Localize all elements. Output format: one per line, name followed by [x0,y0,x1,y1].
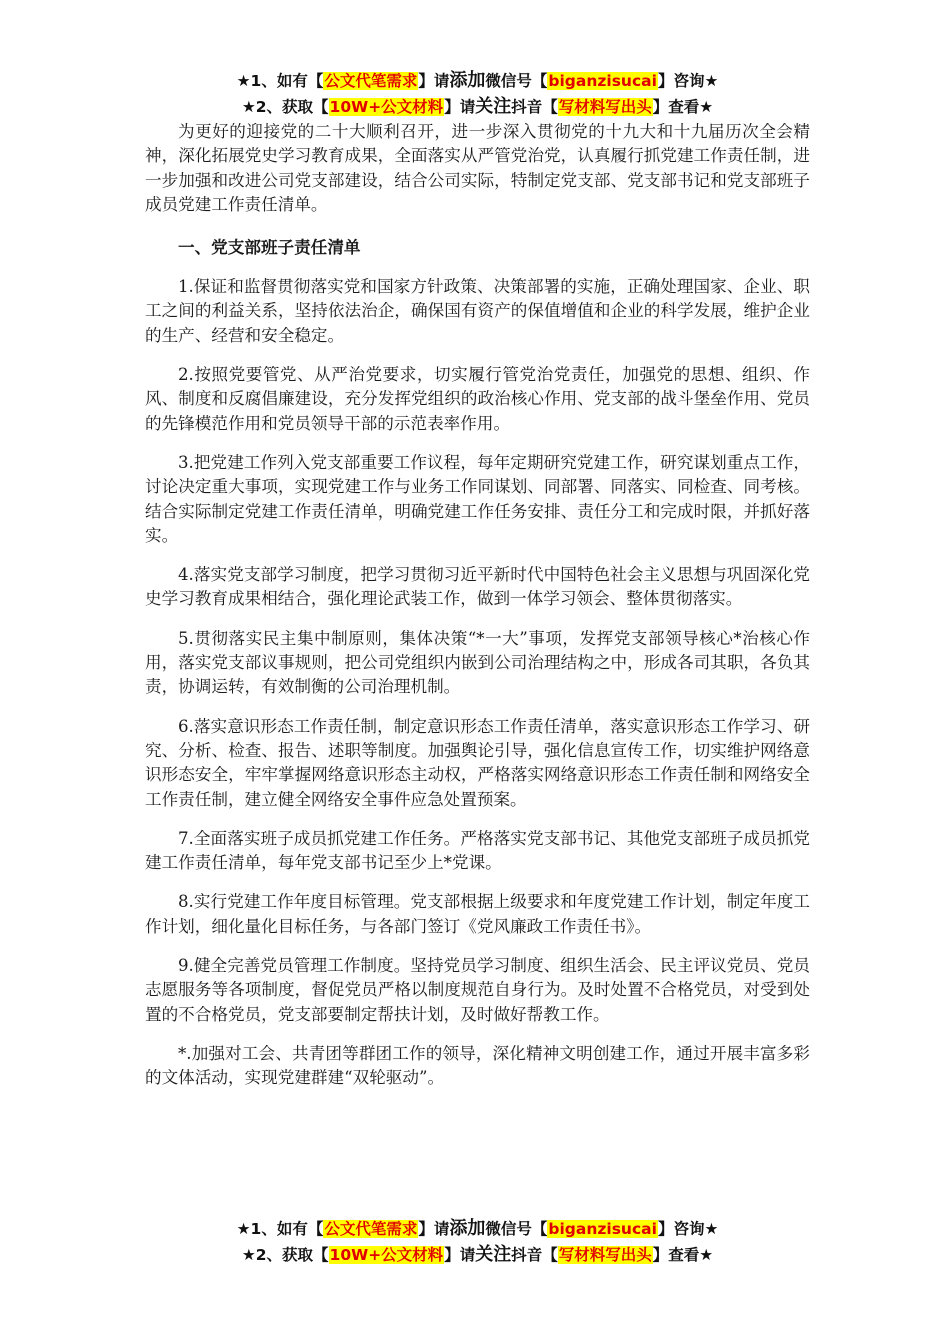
highlight-douyin-account: 写材料写出头 [558,1246,652,1264]
list-item: 8.实行党建工作年度目标管理。党支部根据上级要求和年度党建工作计划，制定年度工作计划，细化量化目标任务，与各部门签订《党风廉政工作责任书》。 [145,892,810,936]
list-item: 5.贯彻落实民主集中制原则，集体决策“*一大”事项，发挥党支部领导核心*治核心作用，落实党支部议事规则，把公司党组织内嵌到公司治理结构之中，形成各司其职，各负其责，协调运转，有效制衡的公司治理机制。 [145,628,810,697]
list-item: 6.落实意识形态工作责任制，制定意识形态工作责任清单，落实意识形态工作学习、研究、分析、检查、报告、述职等制度。加强舆论引导，强化信息宣传工作，切实维护网络意识形态安全，牢牢掌握网络意识形态主动权，严格落实网络意识形态工作责任制和网络安全工作责任制，建立健全网络安全事件应急处置预案。 [145,716,810,809]
list-item: 4.落实党支部学习制度，把学习贯彻习近平新时代中国特色社会主义思想与巩固深化党史学习教育成果相结合，强化理论武装工作，做到一体学习领会、整体贯彻落实。 [145,565,810,609]
highlight-materials: 10W+公文材料 [329,98,444,116]
highlight-writing-service: 公文代笔需求 [324,1220,418,1238]
bottom-banner [145,1216,810,1268]
highlight-douyin-account: 写材料写出头 [558,98,652,116]
highlight-wechat-id: biganzisucai [548,72,657,90]
highlight-materials: 10W+公文材料 [329,1246,444,1264]
list-item: 9.健全完善党员管理工作制度。坚持党员学习制度、组织生活会、民主评议党员、党员志愿服务等各项制度，督促党员严格以制度规范自身行为。及时处置不合格党员，对受到处置的不合格党员，党支部要制定帮扶计划，及时做好帮教工作。 [145,956,810,1024]
list-item: *.加强对工会、共青团等群团工作的领导，深化精神文明创建工作，通过开展丰富多彩的文体活动，实现党建群建“双轮驱动”。 [145,1043,810,1088]
document-body [145,68,810,1091]
list-item: 1.保证和监督贯彻落实党和国家方针政策、决策部署的实施，正确处理国家、企业、职工之间的利益关系，坚持依法治企，确保国有资产的保值增值和企业的科学发展，维护企业的生产、经营和安全稳定。 [145,277,810,345]
top-banner-line-2: ★2、获取【10W+公文材料】请关注抖音【写材料写出头】查看★ [241,96,714,117]
top-banner-line-1: ★1、如有【公文代笔需求】请添加微信号【biganzisucai】咨询★ [236,70,719,91]
bottom-banner-line-1: ★1、如有【公文代笔需求】请添加微信号【biganzisucai】咨询★ [236,1218,719,1239]
highlight-wechat-id: biganzisucai [548,1220,657,1238]
list-item: 2.按照党要管党、从严治党要求，切实履行管党治党责任，加强党的思想、组织、作风、制度和反腐倡廉建设，充分发挥党组织的政治核心作用、党支部的战斗堡垒作用、党员的先锋模范作用和党员领导干部的示范表率作用。 [145,365,810,433]
section-heading: 一、党支部班子责任清单 [178,238,361,258]
intro-paragraph: 为更好的迎接党的二十大顺利召开，进一步深入贯彻党的十九大和十九届历次全会精神，深化拓展党史学习教育成果，全面落实从严管党治党，认真履行抓党建工作责任制，进一步加强和改进公司党支部建设，结合公司实际，特制定党支部、党支部书记和党支部班子成员党建工作责任清单。 [145,122,810,214]
list-item: 3.把党建工作列入党支部重要工作议程，每年定期研究党建工作，研究谋划重点工作，讨论决定重大事项，实现党建工作与业务工作同谋划、同部署、同落实、同检查、同考核。结合实际制定党建工作责任清单，明确党建工作任务安排、责任分工和完成时限，并抓好落实。 [145,452,810,545]
highlight-writing-service: 公文代笔需求 [324,72,418,90]
bottom-banner-line-2: ★2、获取【10W+公文材料】请关注抖音【写材料写出头】查看★ [241,1244,714,1265]
list-item: 7.全面落实班子成员抓党建工作任务。严格落实党支部书记、其他党支部班子成员抓党建工作责任清单，每年党支部书记至少上*党课。 [145,828,810,873]
